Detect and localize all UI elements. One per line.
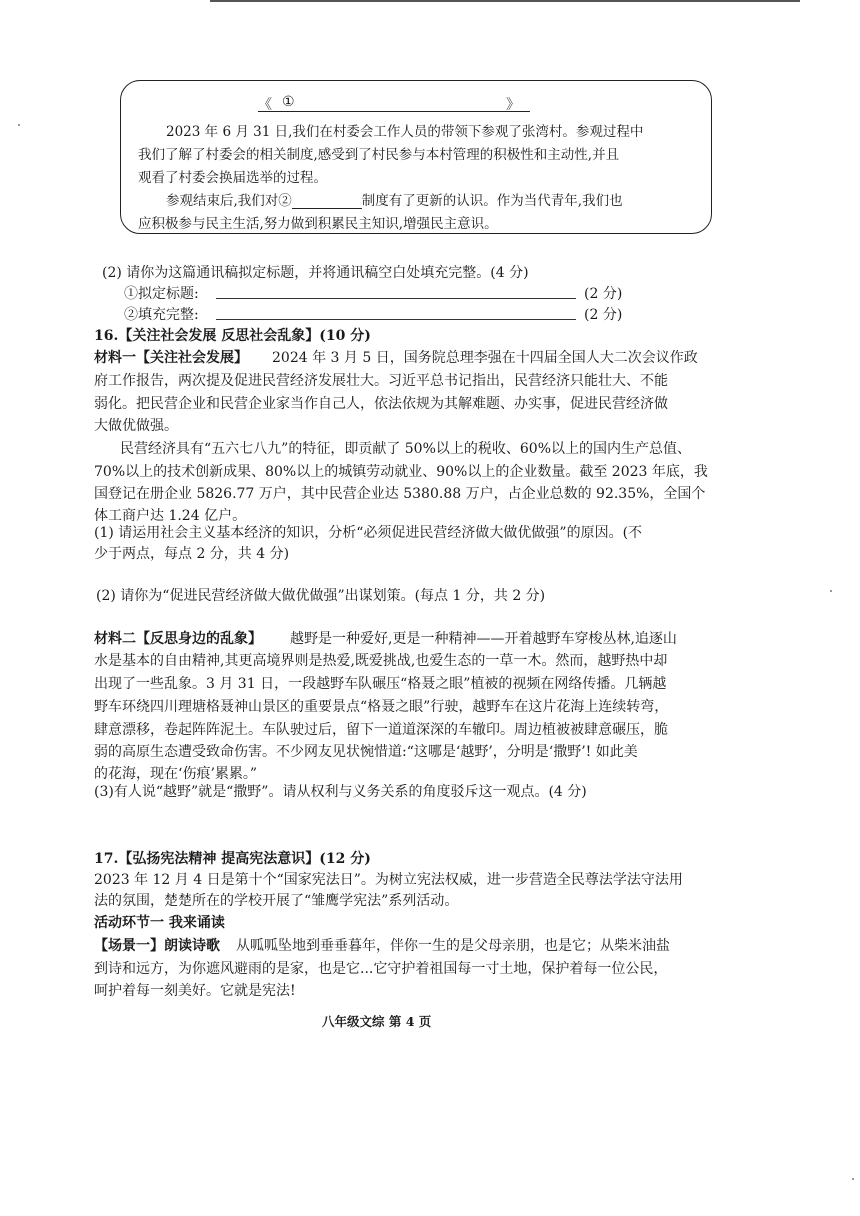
q15-2-answer1-score: (2 分) (584, 286, 623, 302)
box-paragraph1-line2: 我们了解了村委会的相关制度,感受到了村民参与本村管理的积极性和主动性,并且 (138, 147, 620, 163)
q17-scene1-label: 【场景一】朗读诗歌 (94, 938, 220, 954)
q16-material1-p2-line3: 国登记在册企业 5826.77 万户，其中民营企业达 5380.88 万户，占企业总数的 92.35%，全国个 (94, 486, 706, 502)
box-paragraph1-line3: 观看了村委会换届选举的过程。 (138, 170, 327, 186)
q16-material1-p2-line1: 民营经济具有“五六七八九”的特征，即贡献了 50%以上的税收、60%以上的国内生产总值、 (120, 441, 691, 457)
page-footer: 八年级文综 第 4 页 (322, 1014, 432, 1029)
q16-material2-line1: 越野是一种爱好,更是一种精神——开着越野车穿梭丛林,追逐山 (290, 631, 677, 647)
box-title-mark: ① (282, 94, 295, 110)
q16-material1-line3: 弱化。把民营企业和民营企业家当作自己人，依法依规为其解难题、办实事，促进民营经济做 (94, 396, 668, 412)
q16-material1-line4: 大做优做强。 (94, 418, 178, 434)
scan-speck (18, 124, 20, 126)
q16-material2-line7: 的花海，现在‘伤痕’累累。” (94, 766, 258, 782)
box-p2-suffix: 制度有了更新的认识。作为当代青年,我们也 (361, 193, 623, 209)
box-p2-prefix: 参观结束后,我们对 (166, 193, 279, 209)
q16-3: (3)有人说“越野”就是“撒野”。请从权利与义务关系的角度驳斥这一观点。(4 分) (94, 784, 587, 800)
box-title-left: 《 (258, 97, 272, 113)
box-p2-mark: ② (278, 193, 292, 209)
q16-1-line1: (1) 请运用社会主义基本经济的知识，分析“必须促进民营经济做大做优做强”的原因。(不 (94, 525, 643, 541)
q17-scene1-line3: 呵护着每一刻美好。它就是宪法! (94, 983, 296, 999)
q16-1-line2: 少于两点，每点 2 分，共 4 分) (94, 546, 290, 562)
q17-activity-title: 活动环节一 我来诵读 (94, 915, 225, 931)
q17-line2: 法的氛围，楚楚所在的学校开展了“雏鹰学宪法”系列活动。 (94, 893, 459, 909)
q17-scene1-line1: 从呱呱坠地到垂垂暮年，伴你一生的是父母亲朋，也是它；从柴米油盐 (236, 938, 670, 954)
box-title-right: 》 (506, 97, 520, 113)
q17-line1: 2023 年 12 月 4 日是第十个“国家宪法日”。为树立宪法权威，进一步营造全民尊法学法守法用 (94, 872, 683, 888)
q16-2: (2) 请你为“促进民营经济做大做优做强”出谋划策。(每点 1 分，共 2 分) (96, 588, 546, 604)
title-underline (258, 111, 530, 112)
q16-material2-line6: 弱的高原生态遭受致命伤害。不少网友见状惋惜道:“这哪是‘越野’，分明是‘撒野’! 如此美 (94, 744, 638, 760)
scan-speck (852, 1178, 854, 1180)
q16-material1-line1: 2024 年 3 月 5 日，国务院总理李强在十四届全国人大二次会议作政 (272, 350, 698, 366)
answer-line-title[interactable] (216, 298, 576, 299)
answer-line-fill[interactable] (216, 319, 576, 320)
q16-material1-p2-line2: 70%以上的技术创新成果、80%以上的城镇劳动就业、90%以上的企业数量。截至 2023 年底，我 (94, 464, 708, 480)
q16-material2-label: 材料二【反思身边的乱象】 (94, 631, 262, 647)
q16-material2-line3: 出现了一些乱象。3 月 31 日，一段越野车队碾压“格聂之眼”植被的视频在网络传播。几辆越 (94, 676, 667, 692)
top-border-line (210, 0, 800, 5)
q16-material2-line4: 野车环绕四川理塘格聂神山景区的重要景点“格聂之眼”行驶，越野车在这片花海上连续转弯， (94, 699, 669, 715)
q17-heading: 17.【弘扬宪法精神 提高宪法意识】(12 分) (94, 851, 371, 867)
q16-material1-p2-line4: 体工商户达 1.24 亿户。 (94, 508, 247, 524)
q15-2-stem: (2) 请你为这篇通讯稿拟定标题，并将通讯稿空白处填充完整。(4 分) (102, 265, 529, 281)
q16-material2-line5: 肆意漂移，卷起阵阵泥土。车队驶过后，留下一道道深深的车辙印。周边植被被肆意碾压，脆 (94, 722, 668, 738)
box-paragraph2-line2: 应积极参与民主生活,努力做到积累民主知识,增强民主意识。 (138, 216, 498, 232)
q15-2-answer1-label: ①拟定标题: (124, 286, 199, 302)
q15-2-answer2-score: (2 分) (584, 307, 623, 323)
q16-material1-line2: 府工作报告，两次提及促进民营经济发展壮大。习近平总书记指出，民营经济只能壮大、不能 (94, 373, 668, 389)
q17-scene1-line2: 到诗和远方，为你遮风避雨的是家，也是它...它守护着祖国每一寸土地，保护着每一位公民， (94, 961, 668, 977)
fill-blank-2[interactable] (292, 194, 362, 209)
q15-2-answer2-label: ②填充完整: (124, 307, 199, 323)
q16-material1-label: 材料一【关注社会发展】 (94, 350, 248, 366)
box-paragraph1-line1: 2023 年 6 月 31 日,我们在村委会工作人员的带领下参观了张湾村。参观过程中 (166, 124, 644, 140)
q16-heading: 16.【关注社会发展 反思社会乱象】(10 分) (94, 328, 371, 344)
scan-speck (830, 590, 832, 592)
box-paragraph2-line1 (166, 189, 623, 209)
q16-material2-line2: 水是基本的自由精神,其更高境界则是热爱,既爱挑战,也爱生态的一草一木。然而，越野热中却 (94, 653, 668, 669)
